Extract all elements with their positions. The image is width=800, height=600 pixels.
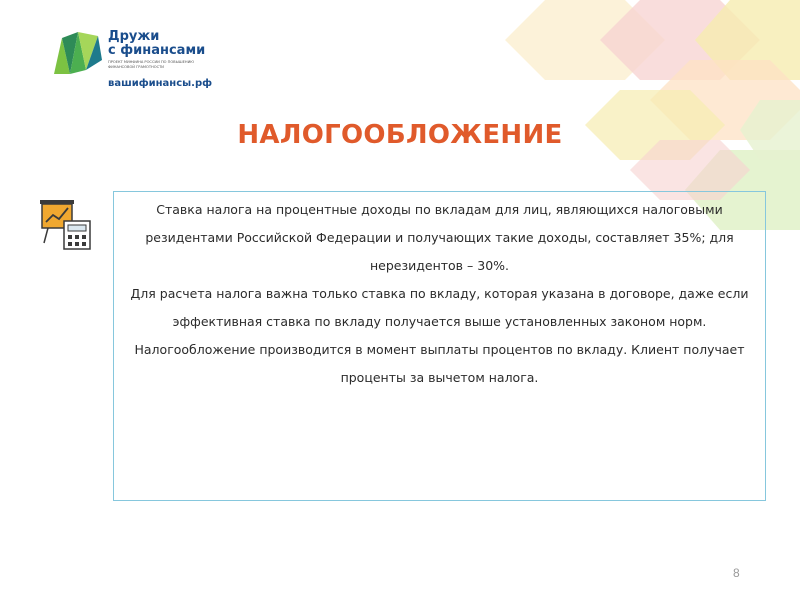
- logo-site-link[interactable]: вашифинансы.рф: [108, 78, 213, 89]
- slide-title: НАЛОГООБЛОЖЕНИЕ: [237, 120, 563, 150]
- paragraph-tax-rate: Ставка налога на процентные доходы по вкладам для лиц, являющихся налоговыми резидентами Российской Федерации и получающих такие доходы, составляет 35%; для нерезидентов – 30%.: [145, 202, 734, 273]
- paragraph-tax-calculation: Для расчета налога важна только ставка по вкладу, которая указана в договоре, даже если эффективная ставка по вкладу получается выше установленных законом норм.: [130, 286, 749, 329]
- logo-tagline: ПРОЕКТ МИНФИНА РОССИИ ПО ПОВЫШЕНИЮ ФИНАНСОВОЙ ГРАМОТНОСТИ: [108, 60, 195, 69]
- paragraph-tax-timing: Налогообложение производится в момент выплаты процентов по вкладу. Клиент получает проценты за вычетом налога.: [134, 342, 745, 385]
- logo-name: Дружи с финансами: [108, 29, 206, 58]
- chart-board-calculator-icon: [38, 197, 94, 253]
- content-box: [113, 191, 766, 501]
- page-number: 8: [733, 566, 740, 580]
- brand-logo: [52, 28, 222, 98]
- logo-mark: [52, 30, 104, 76]
